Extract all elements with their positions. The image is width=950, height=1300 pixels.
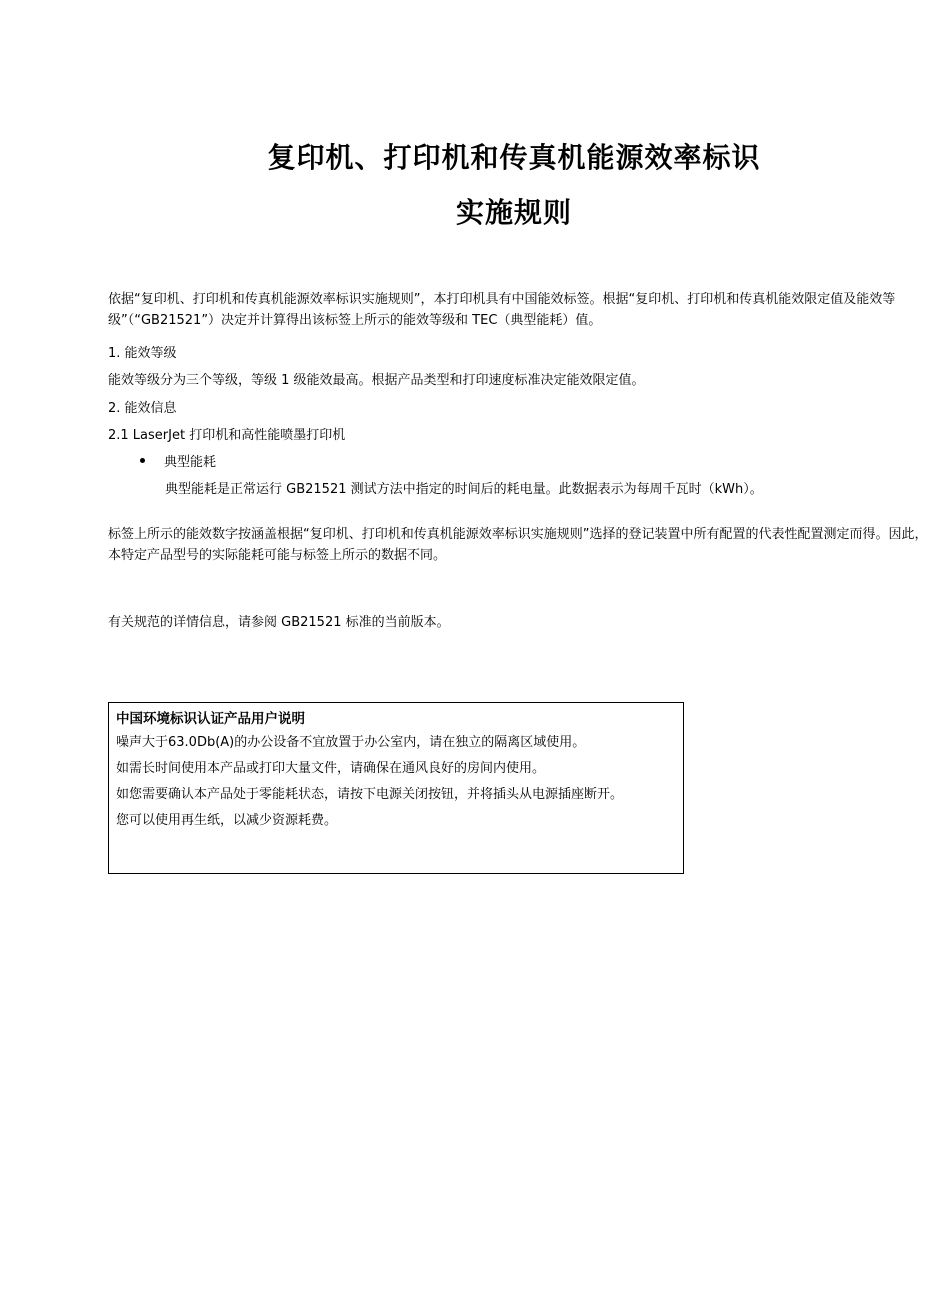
section-1-heading: 1. 能效等级	[108, 346, 177, 361]
intro-paragraph: 依据“复印机、打印机和传真机能源效率标识实施规则”，本打印机具有中国能效标签。根据“复印机、打印机和传真机能效限定值及能效等级”（“GB21521”）决定并计算得出该标签上所示的能效等级和 TEC（典型能耗）值。	[108, 292, 896, 328]
section-2-1-heading: 2.1 LaserJet 打印机和高性能喷墨打印机	[108, 428, 346, 443]
section-1-text: 能效等级分为三个等级，等级 1 级能效最高。根据产品类型和打印速度标准决定能效限定值。	[108, 373, 645, 388]
environment-box-item: 您可以使用再生纸，以减少资源耗费。	[116, 813, 338, 828]
environment-box-item: 如需长时间使用本产品或打印大量文件，请确保在通风良好的房间内使用。	[116, 761, 546, 776]
document-subtitle: 实施规则	[455, 196, 572, 229]
document-title: 复印机、打印机和传真机能源效率标识	[267, 141, 761, 174]
note-paragraph: 标签上所示的能效数字按涵盖根据“复印机、打印机和传真机能源效率标识实施规则”选择的登记装置中所有配置的代表性配置测定而得。因此，本特定产品型号的实际能耗可能与标签上所示的数据不同。	[108, 527, 928, 563]
bullet-icon	[140, 458, 145, 463]
reference-paragraph: 有关规范的详情信息，请参阅 GB21521 标准的当前版本。	[108, 615, 450, 630]
environment-box-title: 中国环境标识认证产品用户说明	[116, 711, 305, 727]
bullet-description: 典型能耗是正常运行 GB21521 测试方法中指定的时间后的耗电量。此数据表示为每周千瓦时（kWh）。	[165, 482, 763, 497]
bullet-label: 典型能耗	[164, 455, 217, 470]
section-2-heading: 2. 能效信息	[108, 401, 177, 416]
environment-label-box	[108, 702, 684, 874]
bullet-item	[140, 452, 840, 473]
environment-box-item: 噪声大于63.0Db(A)的办公设备不宜放置于办公室内，请在独立的隔离区域使用。	[116, 735, 586, 750]
environment-box-item: 如您需要确认本产品处于零能耗状态，请按下电源关闭按钮，并将插头从电源插座断开。	[116, 787, 624, 802]
